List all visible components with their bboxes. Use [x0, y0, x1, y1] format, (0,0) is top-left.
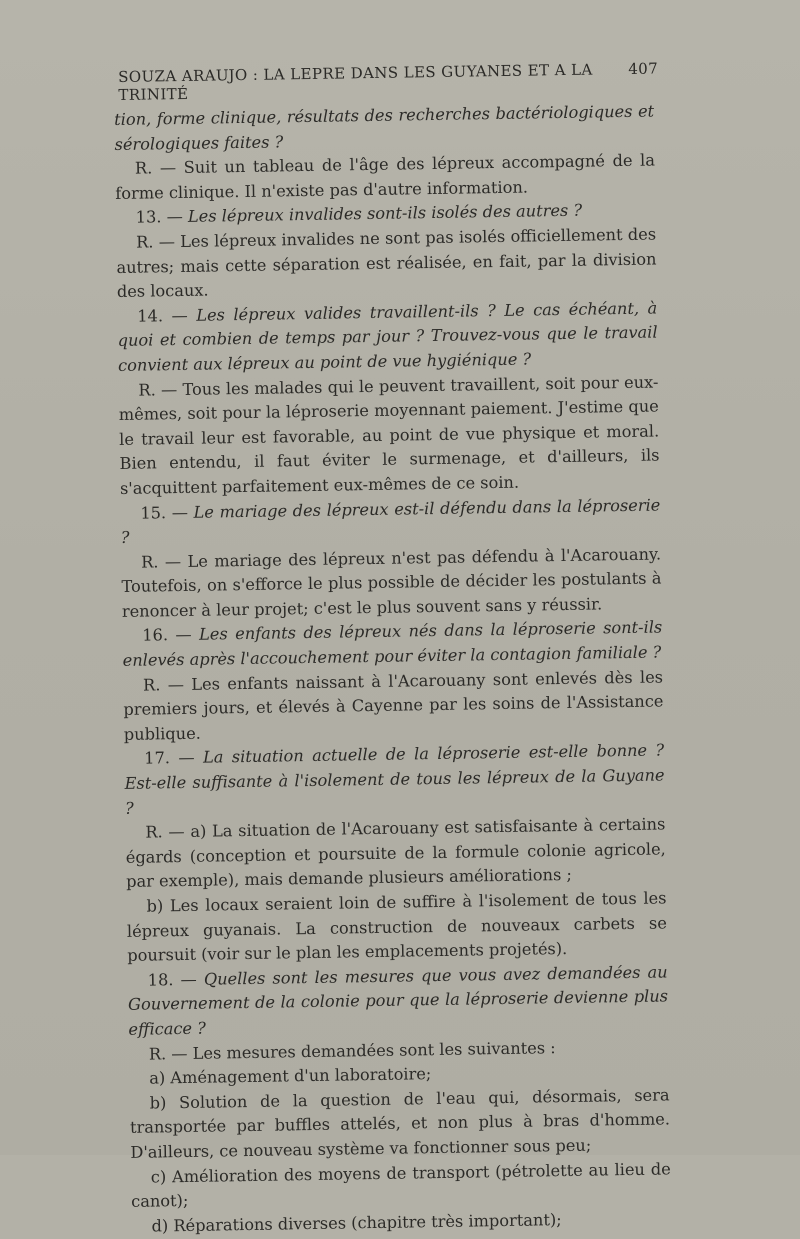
- question-paragraph: 16. — Les enfants des lépreux nés dans la léproserie sont-ils enlevés après l'accouchement pour éviter la contagion familiale ?: [122, 617, 663, 670]
- question-paragraph: 15. — Le mariage des lépreux est-il défendu dans la léproserie ?: [120, 494, 661, 548]
- answer-paragraph: R. — Le mariage des lépreux n'est pas défendu à l'Acarouany. Toutefois, on s'efforce le plus possible de décider les postulants à renoncer à leur projet; c'est le plus souvent sans y réussir.: [121, 544, 662, 621]
- body-text: [114, 100, 672, 1239]
- answer-paragraph: R. — Tous les malades qui le peuvent travaillent, soit pour eux-mêmes, soit pour la léproserie moyennant paiement. J'estime que le travail leur est favorable, au point de vue physique et moral. Bien entendu, il faut éviter le surmenage, et d'ailleurs, ils s'acquittent parfaitement eux-mêmes de ce soin.: [118, 372, 660, 498]
- question-paragraph: 13. — Les lépreux invalides sont-ils isolés des autres ?: [135, 201, 583, 228]
- answer-subitem: b) Solution de la question de l'eau qui, désormais, sera transportée par buffles attelés, et non plus à bras d'homme. D'ailleurs, ce nouveau système va fonctionner sous peu;: [129, 1085, 671, 1162]
- answer-paragraph: R. — a) La situation de l'Acarouany est satisfaisante à certains égards (conception et poursuite de la formule colonie agricole, par exemple), mais demande plusieurs améliorations ;: [125, 814, 666, 892]
- answer-paragraph: R. — Les lépreux invalides ne sont pas isolés officiellement des autres; mais cette séparation est réalisée, en fait, par la division des locaux.: [116, 224, 657, 302]
- running-title: SOUZA ARAUJO : LA LEPRE DANS LES GUYANES ET A LA TRINITÉ: [118, 60, 593, 104]
- answer-paragraph: R. — Les enfants naissant à l'Acarouany sont enlevés dès les premiers jours, et élevés à Cayenne par les soins de l'Assistance publique.: [123, 667, 664, 744]
- answer-subitem: a) Aménagement d'un laboratoire;: [149, 1064, 432, 1088]
- answer-paragraph: R. — Les mesures demandées sont les suivantes :: [148, 1037, 556, 1064]
- answer-paragraph: R. — Suit un tableau de l'âge des lépreux accompagné de la forme clinique. Il n'existe pas d'autre information.: [115, 150, 656, 203]
- page-number: 407: [628, 59, 659, 78]
- question-paragraph: 17. — La situation actuelle de la léproserie est-elle bonne ? Est-elle suffisante à l'isolement de tous les lépreux de la Guyane ?: [124, 740, 665, 818]
- answer-subitem: c) Amélioration des moyens de transport (pétrolette au lieu de canot);: [131, 1158, 671, 1211]
- question-paragraph: 14. — Les lépreux valides travaillent-ils ? Le cas échéant, à quoi et combien de temps par jour ? Trouvez-vous que le travail convient aux lépreux au point de vue hygiénique ?: [117, 298, 658, 375]
- answer-subitem: b) Les locaux seraient loin de suffire à l'isolement de tous les lépreux guyanais. La construction de nouveaux carbets se poursuit (voir sur le plan les emplacements projetés).: [126, 888, 668, 966]
- question-continuation: tion, forme clinique, résultats des recherches bactériologiques et sérologiques faites ?: [114, 101, 655, 154]
- question-paragraph: 18. — Quelles sont les mesures que vous avez demandées au Gouvernement de la colonie pour que la léproserie devienne plus efficace ?: [127, 962, 669, 1039]
- answer-subitem: d) Réparations diverses (chapitre très important);: [151, 1209, 562, 1236]
- running-header: [118, 60, 658, 104]
